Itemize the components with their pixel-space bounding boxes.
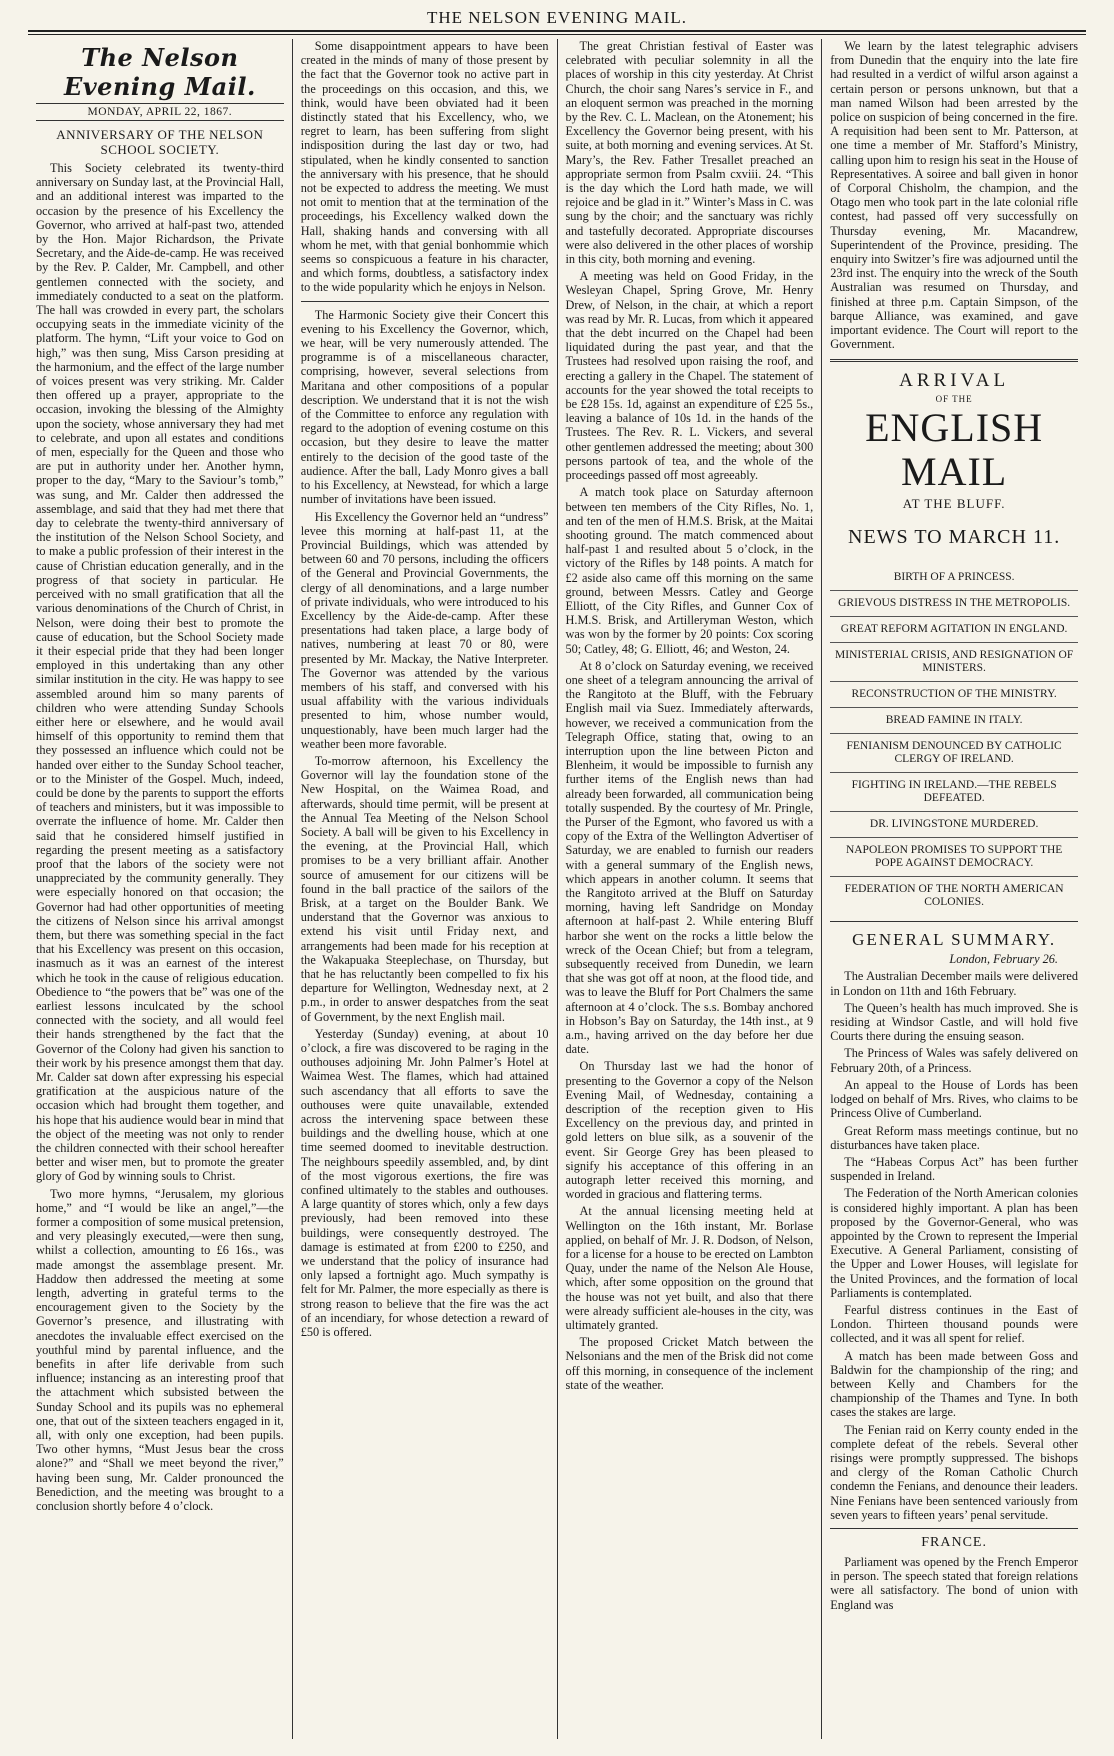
dateline: MONDAY, APRIL 22, 1867. — [36, 103, 284, 121]
column-1 — [28, 39, 293, 1739]
article-paragraph: Yesterday (Sunday) evening, at about 10 o’clock, a fire was discovered to be raging in the outhouses adjoining Mr. John Palmer’s Hotel at Waimea West. The flames, which had attained such ascendancy that all efforts to save the outhouses were quite unavailable, extended across the intervening space between these buildings and the dwelling house, which at one time seemed doomed to inevitable destruction. The neighbours speedily assembled, and, by dint of the most vigorous exertions, the fire was confined ultimately to the stables and outhouses. A large quantity of stores which, only a few days previously, had been removed into these buildings, were consequently destroyed. The damage is estimated at from £200 to £250, and we understand that the policy of insurance had only lapsed a fortnight ago. Much sympathy is felt for Mr. Palmer, the more especially as there is strong reason to believe that the fire was the act of an incendiary, for whose detection a reward of £50 is offered. — [300, 1026, 549, 1340]
summary-paragraph: The “Habeas Corpus Act” has been further suspended in Ireland. — [830, 1154, 1078, 1184]
headline-list — [830, 565, 1078, 915]
summary-paragraph: An appeal to the House of Lords has been lodged on behalf of Mrs. Rives, who claims to be Princess Olive of Cumberland. — [830, 1077, 1078, 1121]
article-paragraph: Some disappointment appears to have been created in the minds of many of those present by the fact that the Governor took no active part in the proceedings on this occasion, and this, we think, would have been obviated had it been distinctly stated that his Excellency, who, we regret to learn, has been suffering from slight indisposition during the last day or two, had stipulated, when he kindly consented to sanction the anniversary with his presence, that he should not be expected to address the meeting. We must not omit to mention that at the termination of the proceedings, his Excellency walked down the Hall, shaking hands and conversing with all whom he met, with that genial bonhommie which seems so conspicuous a feature in his character, and which forms, doubtless, a satisfactory index to the wide popularity which he enjoys in Nelson. — [300, 39, 549, 295]
france-paragraph: Parliament was opened by the French Emperor in person. The speech stated that foreign relations were all satisfactory. The bond of union with England was — [830, 1554, 1078, 1612]
headline-item: GREAT REFORM AGITATION IN ENGLAND. — [830, 616, 1078, 642]
article-paragraph: The great Christian festival of Easter was celebrated with peculiar solemnity in all the places of worship in this city yesterday. At Christ Church, the choir sang Nares’s service in F., and an eloquent sermon was preached in the morning by the Rev. C. L. Maclean, on the Atonement; his Excellency the Governor being present, with his suite, at both morning and evening services. At St. Mary’s, the Rev. Father Tresallet preached an appropriate sermon from Psalm cxviii. 24. “This is the day which the Lord hath made, we will rejoice and be glad in it.” Winter’s Mass in C. was sung by the choir; and the sanctuary was richly and tastefully decorated. Appropriate discourses were also delivered in the other places of worship in this city, both morning and evening. — [565, 39, 814, 267]
arrival-title: ARRIVAL — [899, 370, 1010, 392]
france-title: FRANCE. — [921, 1534, 987, 1550]
headline-item: MINISTERIAL CRISIS, AND RESIGNATION OF MINISTERS. — [830, 642, 1078, 681]
arrival-english-mail: ENGLISH MAIL — [865, 405, 1044, 495]
article-paragraph: A meeting was held on Good Friday, in the Wesleyan Chapel, Spring Grove, Mr. Henry Drew, of Nelson, in the chair, at which a report was read by Mr. R. Lucas, from which it appeared that the debt incurred on the Chapel had been liquidated during the past year, and that the Trustees had resolved upon raising the roof, and erecting a gallery in the Chapel. The statement of accounts for the year showed the total receipts to be £28 15s. 1d, against an expenditure of £25 5s., leaving a balance of 10s 1d. in the hands of the Trustees. The Rev. R. L. Vickers, and several other gentlemen addressed the meeting; about 300 persons partook of tea, and the whole of the proceedings passed off most agreeably. — [565, 269, 814, 483]
masthead: The Nelson Evening Mail. — [63, 43, 256, 101]
column-3 — [558, 39, 823, 1739]
arrival-place: AT THE BLUFF. — [902, 496, 1006, 512]
running-head: THE NELSON EVENING MAIL. — [426, 8, 688, 27]
summary-paragraph: Fearful distress continues in the East of London. Thirteen thousand pounds were collected, and it was all spent for relief. — [830, 1302, 1078, 1346]
article-paragraph: Two more hymns, “Jerusalem, my glorious home,” and “I would be like an angel,”—the former a composition of some musical pretension, and very pleasingly executed,—were then sung, whilst a collection, amounting to £6 16s., was made amongst the assemblage present. Mr. Haddow then addressed the meeting at some length, adverting in grateful terms to the encouragement given to the Society by the Governor’s presence, and illustrating with anecdotes the invaluable effect exercised on the youthful mind by parental influence, and the benefits in after life derivable from such influence; instancing as an interesting proof that the attachment which subsisted between the Sunday School and its pupils was no ephemeral one, that out of the sixteen teachers engaged in it, all, with only one exception, had been pupils. Two other hymns, “Must Jesus bear the cross alone?” and “Shall we meet beyond the river,” having been sung, Mr. Calder pronounced the Benediction, and the meeting was brought to a conclusion shortly before 4 o’clock. — [36, 1186, 284, 1514]
column-4 — [822, 39, 1086, 1739]
article-paragraph: This Society celebrated its twenty-third anniversary on Sunday last, at the Provincial Hall, and an additional interest was imparted to the occasion by the presence of his Excellency the Governor, who arrived at half-past two, attended by the Hon. Major Richardson, the Private Secretary, and the Aide-de-camp. He was received by the Rev. P. Calder, Mr. Campbell, and other gentlemen connected with the society, and immediately conducted to a seat on the platform. The hall was crowded in every part, the scholars occupying seats in the immediate vicinity of the platform. The hymn, “Lift your voice to God on high,” was then sung, Miss Carson presiding at the harmonium, and the effect of the large number of voices present was very striking. Mr. Calder then offered up a prayer, appropriate to the occasion, invoking the blessing of the Almighty upon the society, whose anniversary they had met to celebrate, and upon all estates and conditions of men, especially for the Queen and those who are put in authority under her. Another hymn, proper to the day, “Mary to the Saviour’s tomb,” was sung, and Mr. Calder then addressed the assemblage, and said that they had met there that day to celebrate the twenty-third anniversary of the institution of the Nelson School Society, and to make a public profession of their interest in the cause of Christian education generally, and in the progress of that society in particular. He perceived with no small gratification that all the various denominations of the Church of Christ, in Nelson, were doing their best to promote the cause of education, but the School Society made it their especial pride that they had been longer employed in this undertaking than any other similar institution in the city. He was happy to see assembled around him so many parents of children who were attending Sunday Schools either here or elsewhere, and he would avail himself of this opportunity to remind them that they possessed an influence which could not be handed over either to the Sunday School teacher, or to the Minister of the Gospel. Much, indeed, could be done by the parents to support the efforts of teachers and ministers, but it was impossible to overrate the influence of home. Mr. Calder then said that he considered himself justified in regarding the present meeting as a satisfactory proof that the labors of the society were not unappreciated by the community generally. They were especially honored on that occasion; the Governor had had other opportunities of meeting the citizens of Nelson since his arrival amongst them, but there was something special in the fact that his Excellency was present on this occasion, inasmuch as it was an earnest of the interest which he took in the cause of religious education. Obedience to “the powers that be” was one of the earliest lessons inculcated by the school connected with the society, and all would feel their hands strengthened by the fact that the Governor of the Colony had given his sanction to their work by his presence amongst them that day. Mr. Calder sat down after expressing his especial gratification at the auspicious nature of the occasion which had brought them together, and his hope that his audience would bear in mind that the object of the meeting was not only to render the children connected with their school hereafter better and wiser men, but to promote the greater glory of God by winning souls to Christ. — [36, 161, 284, 1184]
arrival-banner — [830, 370, 1078, 549]
summary-paragraph: The Federation of the North American colonies is considered highly important. A plan has been proposed by the Governor-General, who was appointed by the Crown to represent the Imperial Executive. A General Parliament, consisting of the Upper and Lower Houses, will legislate for the United Provinces, and the formation of local Parliaments is contemplated. — [830, 1186, 1078, 1300]
article-paragraph: A match took place on Saturday afternoon between ten members of the City Rifles, No. 1, and ten of the men of H.M.S. Brisk, at the Maitai shooting ground. The match commenced about half-past 1 and resulted about 5 o’clock, in the victory of the Rifles by 148 points. A match for £2 aside also came off this morning on the same ground, between Messrs. Catley and George Elliott, of the City Rifles, and Gunner Cox of H.M.S. Brisk, and Artilleryman Weston, which was won by the former by 20 points: Cox scoring 50; Catley, 48; G. Elliott, 46; and Weston, 24. — [565, 485, 814, 656]
anniversary-headline: ANNIVERSARY OF THE NELSON SCHOOL SOCIETY. — [56, 127, 264, 157]
general-summary-title: GENERAL SUMMARY. — [852, 930, 1057, 950]
article-paragraph: We learn by the latest telegraphic advisers from Dunedin that the enquiry into the late fire had resulted in a verdict of wilful arson against a certain person or persons unknown, but that a man named Wilson had been arrested by the police on suspicion of being concerned in the fire. A requisition had been sent to Mr. Patterson, at one time a member of Mr. Stafford’s Ministry, calling upon him to resign his seat in the House of Representatives. A soiree and ball given in honor of Corporal Chisholm, the champion, and the Otago men who took part in the late colonial rifle contest, had passed off very successfully on Thursday evening, Mr. Macandrew, Superintendent of the Province, presiding. The enquiry into Switzer’s fire was adjourned until the 23rd inst. The enquiry into the wreck of the South Australian was resumed on Thursday, and finished at three p.m. Captain Simpson, of the barque Alliance, was examined, and gave important evidence. The Court will report to the Government. — [830, 39, 1078, 352]
summary-paragraph: The Queen’s health has much improved. She is residing at Windsor Castle, and will hold five Courts there during the ensuing season. — [830, 1000, 1078, 1044]
article-paragraph: To-morrow afternoon, his Excellency the Governor will lay the foundation stone of the New Hospital, on the Waimea Road, and afterwards, should time permit, will be present at the Annual Tea Meeting of the Nelson School Society. A ball will be given to his Excellency in the evening, at the Provincial Hall, which promises to be a very brilliant affair. Another source of amusement for our citizens will be found in the ball practice of the sailors of the Brisk, at a target on the Boulder Bank. We understand that the Governor was anxious to extend his visit until Friday next, and arrangements had been made for his reception at the Wakapuaka Steeplechase, on Thursday, but that he has reluctantly been compelled to fix his departure for Wellington, Wednesday next, at 2 p.m., in order to answer despatches from the seat of Government, by the next English mail. — [300, 753, 549, 1024]
headline-item: BREAD FAMINE IN ITALY. — [830, 707, 1078, 733]
headline-item: FIGHTING IN IRELAND.—THE REBELS DEFEATED. — [830, 772, 1078, 811]
summary-paragraph: Great Reform mass meetings continue, but no disturbances have taken place. — [830, 1123, 1078, 1152]
article-paragraph: The Harmonic Society give their Concert this evening to his Excellency the Governor, which, we hear, will be very numerously attended. The programme is of a miscellaneous character, comprising, however, several selections from Maritana and other compositions of a popular description. We understand that it is not the wish of the Committee to enforce any regulation with regard to the adoption of evening costume on this occasion, but they desire to leave the matter entirely to the decision of the good taste of the audience. After the ball, Lady Monro gives a ball to his Excellency, at Newstead, for which a large number of invitations have been issued. — [300, 307, 549, 507]
article-paragraph: At the annual licensing meeting held at Wellington on the 16th instant, Mr. Borlase applied, on behalf of Mr. J. R. Dodson, of Nelson, for a license for a house to be erected on Lambton Quay, under the name of the Nelson Ale House, which, after some opposition on the ground that the house was not yet built, and also that there were already sufficient ale-houses in the city, was ultimately granted. — [565, 1204, 814, 1333]
article-paragraph: His Excellency the Governor held an “undress” levee this morning at half-past 11, at the Provincial Buildings, which was attended by between 60 and 70 persons, including the officers of the General and Provincial Governments, the clergy of all denominations, and a large number of private individuals, who were introduced to his Excellency by the Aide-de-camp. After these presentations had taken place, a large body of natives, numbering at least 70 or 80, were presented by Mr. Mackay, the Native Interpreter. The Governor was attended by the various members of his staff, and conversed with his usual affability with the various individuals presented to him, whose number would, unquestionably, have been much larger had the weather been more favorable. — [300, 509, 549, 751]
top-rule — [28, 30, 1086, 35]
news-to-date: NEWS TO MARCH 11. — [848, 526, 1061, 549]
summary-dateline: London, February 26. — [949, 952, 1058, 967]
section-rule — [830, 359, 1078, 362]
summary-paragraph: The Fenian raid on Kerry county ended in the complete defeat of the rebels. Several other risings were promptly suppressed. The bishops and clergy of the Roman Catholic Church condemn the Fenians, and denounce their leaders. Nine Fenians have been sentenced variously from seven years to fifteen years’ penal servitude. — [830, 1422, 1078, 1522]
summary-paragraph: The Princess of Wales was safely delivered on February 20th, of a Princess. — [830, 1046, 1078, 1075]
headline-item: RECONSTRUCTION OF THE MINISTRY. — [830, 681, 1078, 707]
column-rule — [301, 301, 549, 302]
section-rule — [830, 921, 1078, 922]
arrival-of: OF THE — [935, 394, 973, 405]
summary-paragraph: A match has been made between Goss and Baldwin for the championship of the ring; and between Kelly and Chambers for the championship of the Thames and Tyne. In both cases the stakes are large. — [830, 1348, 1078, 1420]
headline-item: NAPOLEON PROMISES TO SUPPORT THE POPE AGAINST DEMOCRACY. — [830, 837, 1078, 876]
headline-item: FENIANISM DENOUNCED BY CATHOLIC CLERGY OF IRELAND. — [830, 733, 1078, 772]
headline-item: FEDERATION OF THE NORTH AMERICAN COLONIES. — [830, 876, 1078, 915]
section-rule — [830, 1528, 1078, 1529]
article-paragraph: The proposed Cricket Match between the Nelsonians and the men of the Brisk did not come off this morning, in consequence of the inclement state of the weather. — [565, 1335, 814, 1392]
article-paragraph: At 8 o’clock on Saturday evening, we received one sheet of a telegram announcing the arrival of the Rangitoto at the Bluff, with the February English mail via Suez. Immediately afterwards, however, we received a communication from the Telegraph Office, stating that, owing to an interruption upon the line between Picton and Blenheim, it would be impossible to furnish any further items of the English news than had already been forwarded, all communication being totally suspended. By the courtesy of Mr. Pringle, the Purser of the Egmont, who favored us with a copy of the Extra of the Wellington Advertiser of Saturday, we are enabled to furnish our readers with a general summary of the English news, which appears in another column. It seems that the Rangitoto arrived at the Bluff on Saturday morning, having left Sandridge on Monday afternoon at half-past 2. While entering Bluff harbor she went on the rocks a little below the wreck of the Ocean Chief; but from a telegram, subsequently received from Dunedin, we learn that she was got off at noon, at the flood tide, and was to leave the Bluff for Port Chalmers the same afternoon at 4 o’clock. The s.s. Bombay anchored in Hobson’s Bay on Saturday, the 14th inst., at 9 a.m., having arrived on the day before her due date. — [565, 658, 814, 1057]
column-2 — [293, 39, 558, 1739]
summary-paragraph: The Australian December mails were delivered in London on 11th and 16th February. — [830, 969, 1078, 998]
headline-item: DR. LIVINGSTONE MURDERED. — [830, 811, 1078, 837]
headline-item: GRIEVOUS DISTRESS IN THE METROPOLIS. — [830, 590, 1078, 616]
columns — [28, 39, 1086, 1739]
article-paragraph: On Thursday last we had the honor of presenting to the Governor a copy of the Nelson Evening Mail, of Wednesday, containing a description of the reception given to His Excellency on the previous day, and printed in gold letters on blue silk, as a souvenir of the event. Sir George Grey has been pleased to signify his acceptance of this offering in an autograph letter received this morning, and worded in gracious and flattering terms. — [565, 1059, 814, 1202]
headline-item: BIRTH OF A PRINCESS. — [893, 571, 1015, 584]
